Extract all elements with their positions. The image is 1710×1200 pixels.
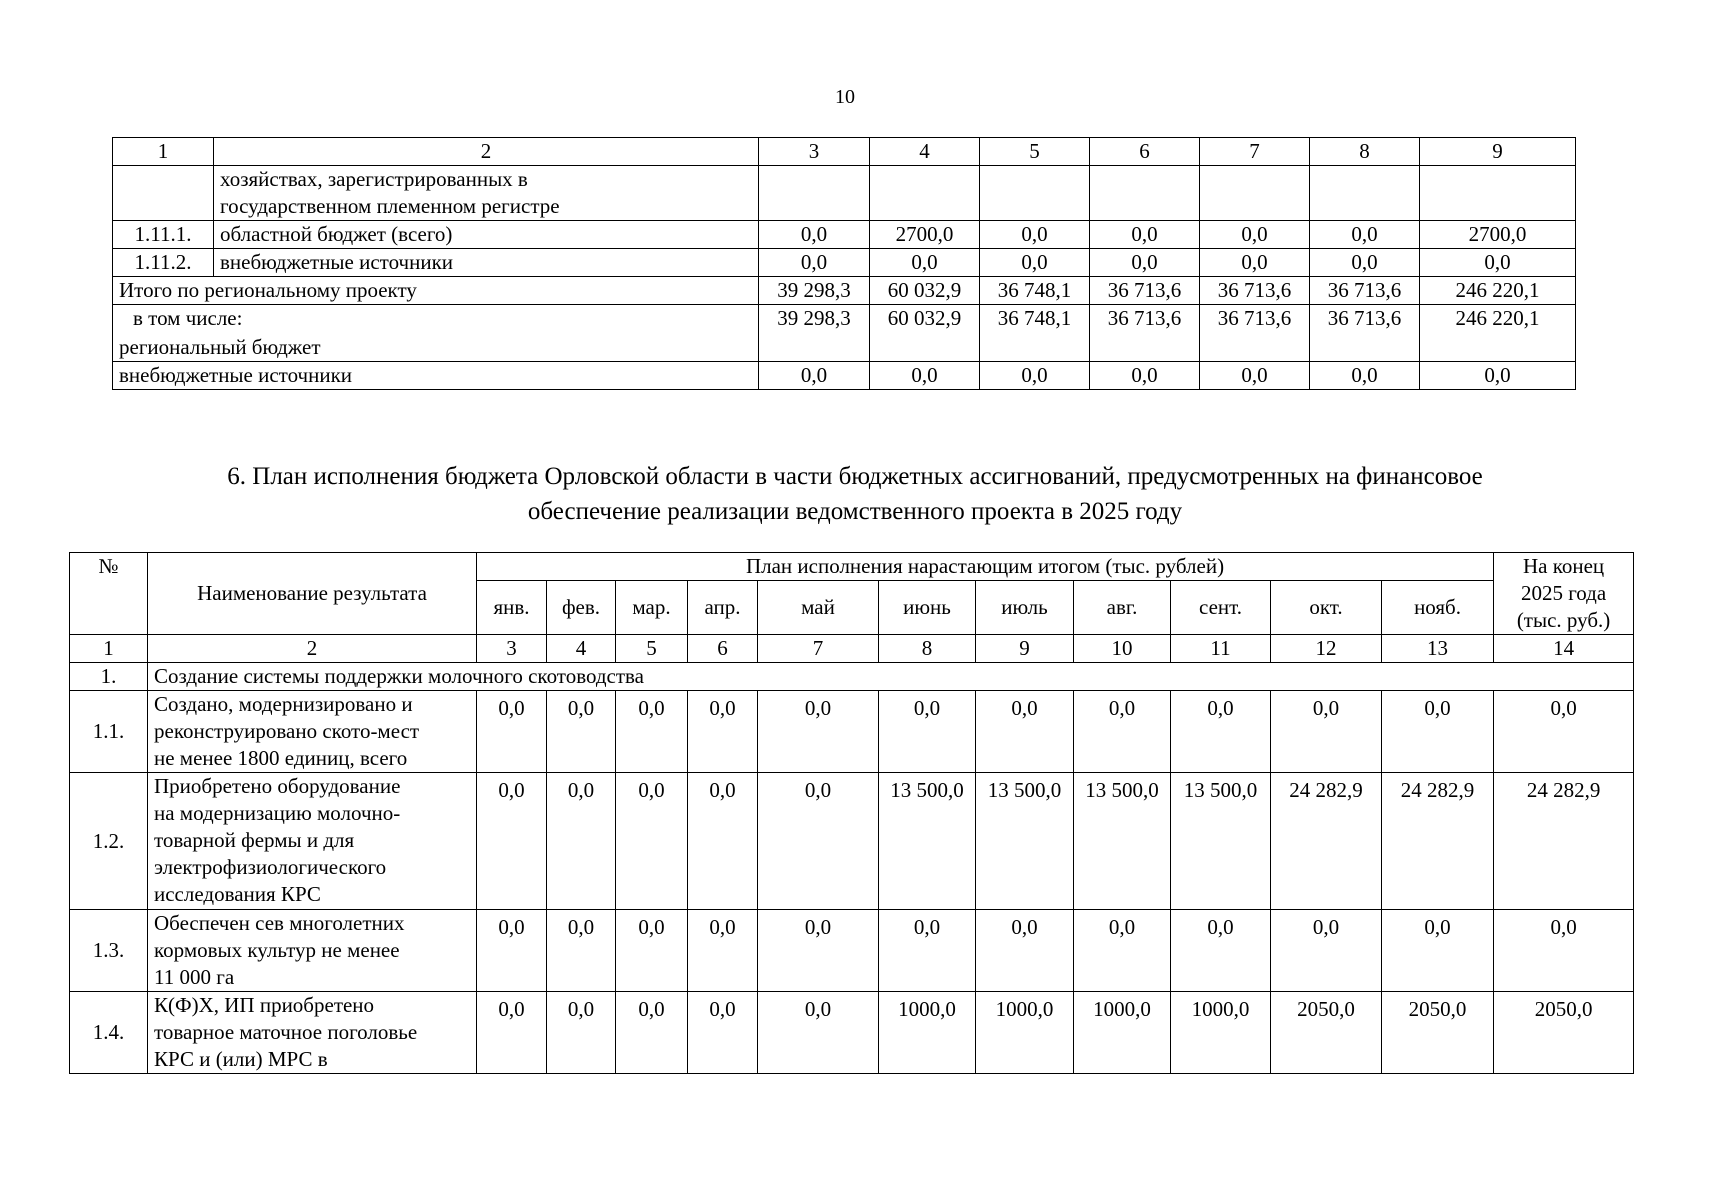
month-header: нояб. [1382,581,1494,635]
index-cell: 14 [1494,635,1634,663]
offbudget-label: внебюджетные источники [113,362,759,390]
index-cell: 8 [879,635,976,663]
value-cell: 0,0 [1494,910,1634,992]
value-cell: 0,0 [758,992,879,1074]
result-name [148,691,477,773]
index-cell: 6 [688,635,758,663]
section-label: Создание системы поддержки молочного скотоводства [148,663,1634,691]
empty-cell [113,166,214,221]
table1-header-cell: 1 [113,138,214,166]
value-cell: 36 748,1 [980,277,1090,305]
value-cell: 24 282,9 [1382,773,1494,910]
value-cell: 0,0 [1494,691,1634,773]
regional-project-table [112,137,1576,390]
index-cell: 9 [976,635,1074,663]
value-cell: 0,0 [1382,910,1494,992]
value-cell: 0,0 [759,221,870,249]
month-header: окт. [1271,581,1382,635]
empty-cell [980,166,1090,221]
empty-cell [759,166,870,221]
value-cell: 0,0 [547,773,616,910]
row-label: внебюджетные источники [214,249,759,277]
result-name [148,773,477,910]
budget-execution-plan-table [69,552,1634,1074]
result-name [148,992,477,1074]
text-line: Обеспечен сев многолетних [154,911,405,935]
index-cell: 3 [477,635,547,663]
text-line: исследования КРС [154,882,321,906]
col-end-header [1494,553,1634,635]
value-cell: 0,0 [1090,362,1200,390]
value-cell: 0,0 [879,910,976,992]
value-cell: 36 713,6 [1310,277,1420,305]
text-line: товарной фермы и для [154,828,355,852]
table-row [70,992,1634,1074]
value-cell: 0,0 [980,362,1090,390]
value-cell: 0,0 [759,362,870,390]
text-line: 11 000 га [154,965,235,989]
value-cell: 0,0 [758,910,879,992]
value-cell: 36 713,6 [1090,277,1200,305]
including-row [113,305,1576,362]
header-line: На конец [1522,554,1605,578]
row-number: 1.4. [70,992,148,1074]
value-cell: 0,0 [616,691,688,773]
text-line: кормовых культур не менее [154,938,400,962]
empty-cell [1090,166,1200,221]
month-header: янв. [477,581,547,635]
continuation-text [214,166,759,221]
index-cell: 5 [616,635,688,663]
section-number: 1. [70,663,148,691]
value-cell: 0,0 [688,691,758,773]
value-cell: 1000,0 [976,992,1074,1074]
value-cell: 0,0 [688,773,758,910]
value-cell: 0,0 [1090,249,1200,277]
value-cell: 24 282,9 [1494,773,1634,910]
text-line: Приобретено оборудование [154,774,401,798]
including-label: в том числе: [133,306,243,330]
total-label: Итого по региональному проекту [113,277,759,305]
value-cell: 24 282,9 [1271,773,1382,910]
index-cell: 2 [148,635,477,663]
value-cell: 2050,0 [1382,992,1494,1074]
table-row [70,910,1634,992]
section-row [70,663,1634,691]
value-cell: 0,0 [758,691,879,773]
text-line: товарное маточное поголовье [154,1020,418,1044]
value-cell: 0,0 [1200,221,1310,249]
index-cell: 4 [547,635,616,663]
value-cell: 0,0 [758,773,879,910]
row-number: 1.11.1. [113,221,214,249]
value-cell: 2050,0 [1271,992,1382,1074]
value-cell: 0,0 [477,691,547,773]
value-cell: 0,0 [1074,691,1171,773]
empty-cell [870,166,980,221]
empty-cell [1420,166,1576,221]
value-cell: 13 500,0 [1074,773,1171,910]
col-number-header: № [70,553,148,635]
value-cell: 36 713,6 [1200,277,1310,305]
value-cell: 0,0 [1090,221,1200,249]
value-cell: 0,0 [1420,362,1576,390]
text-line: К(Ф)Х, ИП приобретено [154,993,375,1017]
value-cell: 0,0 [547,910,616,992]
header-line: (тыс. руб.) [1516,608,1611,632]
section-title-line: 6. План исполнения бюджета Орловской области в части бюджетных ассигнований, предусмотренных на финансовое [227,463,1483,490]
value-cell: 0,0 [976,691,1074,773]
row-number: 1.2. [70,773,148,910]
value-cell: 13 500,0 [976,773,1074,910]
table1-header-row [113,138,1576,166]
text-line: Создано, модернизировано и [154,692,413,716]
value-cell: 0,0 [976,910,1074,992]
table-row [70,691,1634,773]
text-line: КРС и (или) МРС в [154,1047,328,1071]
value-cell: 0,0 [1420,249,1576,277]
value-cell: 0,0 [870,362,980,390]
value-cell: 36 713,6 [1200,305,1310,362]
text-line: государственном племенном регистре [220,194,560,218]
month-header: фев. [547,581,616,635]
index-cell: 10 [1074,635,1171,663]
table1-header-cell: 7 [1200,138,1310,166]
value-cell: 246 220,1 [1420,305,1576,362]
result-name [148,910,477,992]
text-line: не менее 1800 единиц, всего [154,746,408,770]
table1-header-cell: 9 [1420,138,1576,166]
value-cell: 60 032,9 [870,305,980,362]
value-cell: 0,0 [759,249,870,277]
value-cell: 246 220,1 [1420,277,1576,305]
text-line: на модернизацию молочно- [154,801,401,825]
row-number: 1.3. [70,910,148,992]
value-cell: 0,0 [1382,691,1494,773]
table-row [70,773,1634,910]
value-cell: 0,0 [1271,691,1382,773]
value-cell: 0,0 [1310,249,1420,277]
value-cell: 0,0 [1171,691,1271,773]
section-title-line: обеспечение реализации ведомственного проекта в 2025 году [527,498,1183,525]
value-cell: 0,0 [616,992,688,1074]
section-title [60,459,1650,529]
row-number: 1.11.2. [113,249,214,277]
value-cell: 13 500,0 [879,773,976,910]
index-cell: 11 [1171,635,1271,663]
value-cell: 0,0 [688,992,758,1074]
value-cell: 2050,0 [1494,992,1634,1074]
table1-header-cell: 3 [759,138,870,166]
month-header: апр. [688,581,758,635]
value-cell: 60 032,9 [870,277,980,305]
total-row [113,277,1576,305]
month-header: июль [976,581,1074,635]
value-cell: 0,0 [1310,362,1420,390]
table-row [113,221,1576,249]
value-cell: 0,0 [1271,910,1382,992]
row-label: областной бюджет (всего) [214,221,759,249]
value-cell: 0,0 [477,992,547,1074]
index-cell: 7 [758,635,879,663]
table1-header-cell: 8 [1310,138,1420,166]
value-cell: 0,0 [1310,221,1420,249]
value-cell: 0,0 [1200,362,1310,390]
table1-header-cell: 4 [870,138,980,166]
index-cell: 13 [1382,635,1494,663]
table-row [113,166,1576,221]
value-cell: 2700,0 [870,221,980,249]
header-line: 2025 года [1520,581,1607,605]
value-cell: 0,0 [879,691,976,773]
value-cell: 0,0 [1074,910,1171,992]
table2-index-row [70,635,1634,663]
value-cell: 36 748,1 [980,305,1090,362]
value-cell: 39 298,3 [759,277,870,305]
value-cell: 36 713,6 [1090,305,1200,362]
col-name-header: Наименование результата [148,553,477,635]
value-cell: 36 713,6 [1310,305,1420,362]
value-cell: 0,0 [477,773,547,910]
including-label-cell [113,305,759,362]
month-header: мар. [616,581,688,635]
value-cell: 0,0 [1171,910,1271,992]
text-line: реконструировано ското-мест [154,719,420,743]
value-cell: 39 298,3 [759,305,870,362]
empty-cell [1310,166,1420,221]
value-cell: 1000,0 [879,992,976,1074]
regional-budget-label: региональный бюджет [119,335,321,359]
value-cell: 1000,0 [1074,992,1171,1074]
value-cell: 0,0 [688,910,758,992]
value-cell: 1000,0 [1171,992,1271,1074]
value-cell: 2700,0 [1420,221,1576,249]
value-cell: 0,0 [477,910,547,992]
text-line: электрофизиологического [154,855,387,879]
month-header: июнь [879,581,976,635]
value-cell: 13 500,0 [1171,773,1271,910]
value-cell: 0,0 [980,249,1090,277]
text-line: хозяйствах, зарегистрированных в [220,167,528,191]
empty-cell [1200,166,1310,221]
month-header: сент. [1171,581,1271,635]
row-number: 1.1. [70,691,148,773]
col-plan-header: План исполнения нарастающим итогом (тыс. рублей) [477,553,1494,581]
month-header: авг. [1074,581,1171,635]
index-cell: 12 [1271,635,1382,663]
table2-header-row [70,553,1634,581]
value-cell: 0,0 [616,773,688,910]
value-cell: 0,0 [547,691,616,773]
table1-header-cell: 6 [1090,138,1200,166]
page-number: 10 [835,86,855,108]
value-cell: 0,0 [1200,249,1310,277]
offbudget-row [113,362,1576,390]
value-cell: 0,0 [547,992,616,1074]
month-header: май [758,581,879,635]
value-cell: 0,0 [870,249,980,277]
table1-header-cell: 5 [980,138,1090,166]
value-cell: 0,0 [980,221,1090,249]
index-cell: 1 [70,635,148,663]
table1-header-cell: 2 [214,138,759,166]
value-cell: 0,0 [616,910,688,992]
table-row [113,249,1576,277]
